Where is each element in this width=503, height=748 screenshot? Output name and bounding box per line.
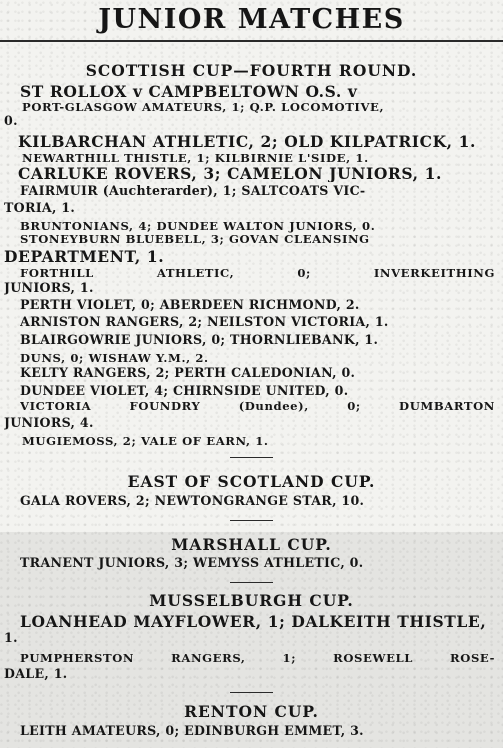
result-line: BRUNTONIANS, 4; DUNDEE WALTON JUNIORS, 0. (20, 219, 376, 233)
section-divider (230, 457, 273, 458)
result-line: FAIRMUIR (Auchterarder), 1; SALTCOATS VIC- (20, 184, 366, 198)
section-heading-musselburgh-cup: MUSSELBURGH CUP. (149, 591, 354, 610)
page-title: JUNIOR MATCHES (98, 4, 405, 35)
section-divider (230, 692, 273, 693)
result-line: PORT-GLASGOW AMATEURS, 1; Q.P. LOCOMOTIVE, (22, 100, 385, 114)
result-line: CARLUKE ROVERS, 3; CAMELON JUNIORS, 1. (18, 165, 443, 182)
section-divider (230, 520, 273, 521)
section-divider (230, 582, 273, 583)
result-line: LOANHEAD MAYFLOWER, 1; DALKEITH THISTLE, (20, 613, 487, 630)
result-line: DUNDEE VIOLET, 4; CHIRNSIDE UNITED, 0. (20, 384, 349, 398)
section-heading-marshall-cup: MARSHALL CUP. (171, 535, 332, 554)
result-line: FORTHILL ATHLETIC, 0; INVERKEITHING (20, 266, 495, 280)
result-line: PERTH VIOLET, 0; ABERDEEN RICHMOND, 2. (20, 298, 360, 312)
result-line: KILBARCHAN ATHLETIC, 2; OLD KILPATRICK, 1. (18, 133, 477, 150)
title-rule (0, 40, 503, 42)
result-line: BLAIRGOWRIE JUNIORS, 0; THORNLIEBANK, 1. (20, 333, 379, 347)
result-line: PUMPHERSTON RANGERS, 1; ROSEWELL ROSE- (20, 651, 495, 665)
result-line: MUGIEMOSS, 2; VALE OF EARN, 1. (22, 434, 269, 448)
result-line: TRANENT JUNIORS, 3; WEMYSS ATHLETIC, 0. (20, 556, 364, 570)
result-line: LEITH AMATEURS, 0; EDINBURGH EMMET, 3. (20, 724, 364, 738)
result-line: 1. (4, 631, 18, 645)
result-line: STONEYBURN BLUEBELL, 3; GOVAN CLEANSING (20, 232, 370, 246)
result-line: JUNIORS, 4. (4, 416, 94, 430)
result-line: 0. (4, 114, 18, 128)
result-line: GALA ROVERS, 2; NEWTONGRANGE STAR, 10. (20, 494, 365, 508)
result-line: DEPARTMENT, 1. (4, 248, 165, 265)
result-line: ST ROLLOX v CAMPBELTOWN O.S. v (20, 83, 358, 100)
result-line: DUNS, 0; WISHAW Y.M., 2. (20, 351, 209, 365)
result-line: DALE, 1. (4, 667, 68, 681)
result-line: TORIA, 1. (4, 201, 76, 215)
result-line: JUNIORS, 1. (4, 281, 94, 295)
result-line: NEWARTHILL THISTLE, 1; KILBIRNIE L'SIDE, 1. (22, 151, 369, 165)
result-line: VICTORIA FOUNDRY (Dundee), 0; DUMBARTON (20, 399, 495, 413)
result-line: ARNISTON RANGERS, 2; NEILSTON VICTORIA, 1. (20, 315, 389, 329)
section-heading-renton-cup: RENTON CUP. (184, 702, 319, 721)
result-line: KELTY RANGERS, 2; PERTH CALEDONIAN, 0. (20, 366, 356, 380)
section-heading-east-of-scotland-cup: EAST OF SCOTLAND CUP. (127, 472, 376, 491)
section-heading-scottish-cup: SCOTTISH CUP—FOURTH ROUND. (85, 61, 418, 80)
